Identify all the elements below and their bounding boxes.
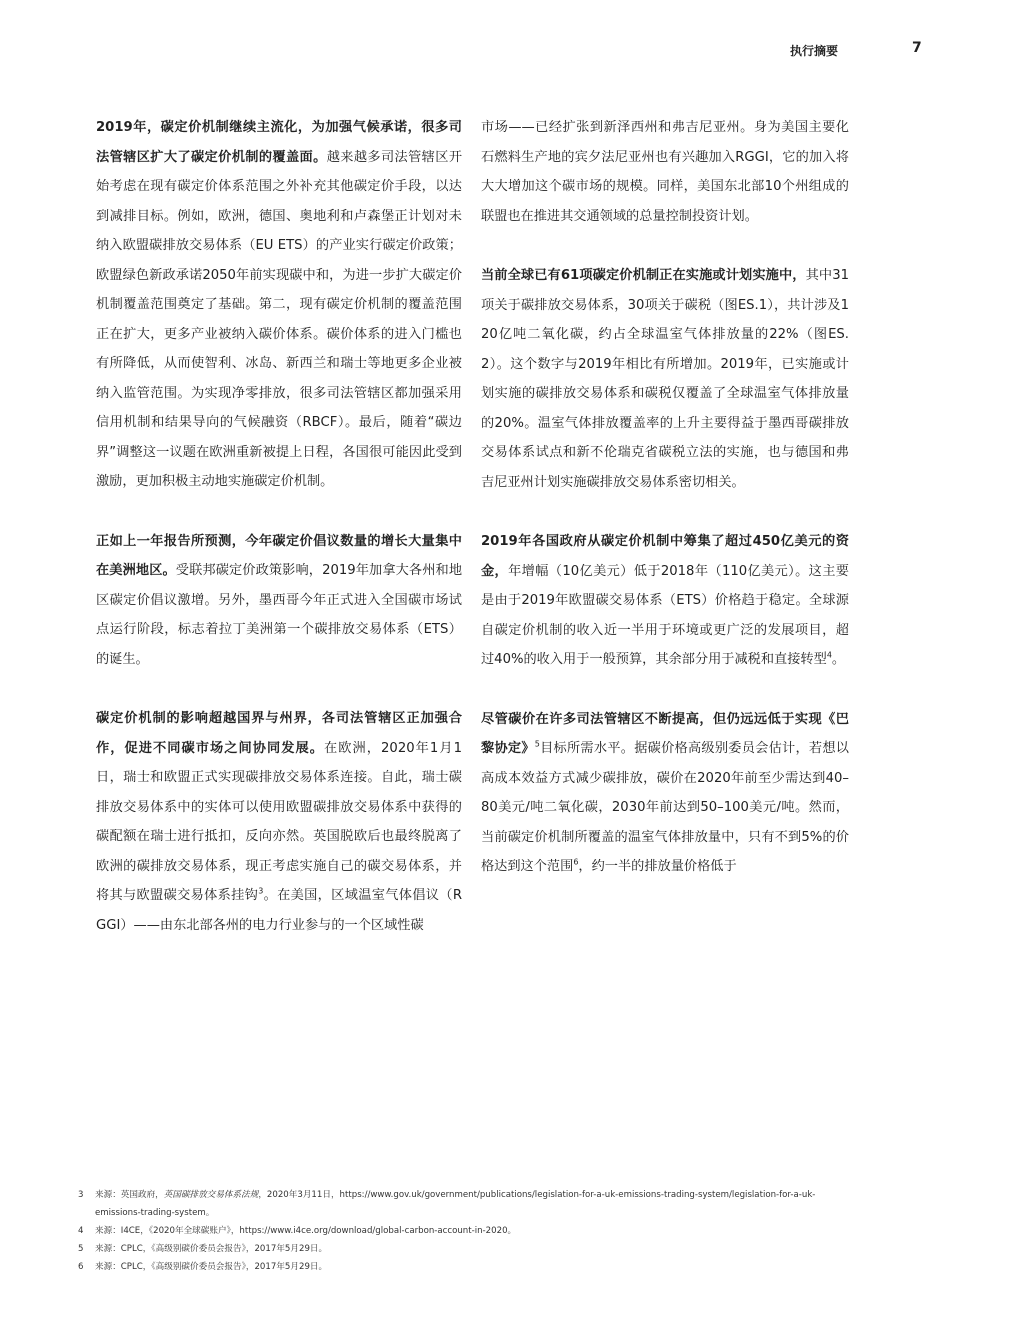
paragraph-lead: 尽管碳价在许多司法管辖区不断提高，但仍远远低于实现《巴黎协定》 <box>481 711 849 756</box>
footnote-source: 来源：英国政府， <box>95 1190 164 1200</box>
paragraph-body: 在欧洲，2020年1月1日，瑞士和欧盟正式实现碳排放交易体系连接。自此，瑞士碳排放交易体系中的实体可以使用欧盟碳排放交易体系中获得的碳配额在瑞士进行抵扣，反向亦然。英国脱欧后也最终脱离了欧洲的碳排放交易体系，现正考虑实施自己的碳交易体系，并将其与欧盟碳交易体系挂钩 <box>96 740 463 903</box>
footnote-source[interactable]: 来源：I4CE，《2020年全球碳账户》，https://www.i4ce.org/download/global-carbon-account-in-2020。 <box>95 1226 517 1236</box>
footnote-number: 5 <box>78 1244 84 1254</box>
footnote-title: 英国碳排放交易体系法规 <box>163 1190 259 1200</box>
page-header <box>0 40 1020 60</box>
paragraph-carbon-price-level <box>481 705 849 882</box>
paragraph-body-continued: ，约一半的排放量价格低于 <box>578 859 737 874</box>
paragraph-rggi-continued <box>481 113 849 231</box>
paragraph-body: 受联邦碳定价政策影响，2019年加拿大各州和地区碳定价倡议激增。另外，墨西哥今年正式进入全国碳市场试点运行阶段，标志着拉丁美洲第一个碳排放交易体系（ETS）的诞生。 <box>96 563 463 667</box>
footnote-ref-5[interactable]: 5 <box>534 739 540 749</box>
footnote-5 <box>78 1240 858 1258</box>
section-title: 执行摘要 <box>790 44 839 58</box>
footnotes <box>78 1186 858 1276</box>
paragraph-body-continued: 。在美国，区域温室气体倡议（RGGI）——由东北部各州的电力行业参与的一个区域性碳 <box>96 888 462 933</box>
footnote-ref-3[interactable]: 3 <box>258 886 264 896</box>
paragraph-lead: 碳定价机制的影响超越国界与州界，各司法管辖区正加强合作，促进不同碳市场之间协同发展。 <box>96 711 462 756</box>
paragraph-lead: 2019年，碳定价机制继续主流化，为加强气候承诺，很多司法管辖区扩大了碳定价机制的覆盖面。 <box>96 120 462 165</box>
paragraph-mainstreaming <box>96 113 462 497</box>
page-number: 7 <box>912 40 922 56</box>
footnote-ref-4[interactable]: 4 <box>826 650 832 660</box>
footnote-6 <box>78 1258 858 1276</box>
paragraph-body: 年增幅（10亿美元）低于2018年（110亿美元）。这主要是由于2019年欧盟碳交易体系（ETS）价格趋于稳定。全球源自碳定价机制的收入近一半用于环境或更广泛的发展项目，超过40%的收入用于一般预算，其余部分用于减税和直接转型 <box>481 563 849 667</box>
paragraph-lead: 正如上一年报告所预测，今年碳定价倡议数量的增长大量集中在美洲地区。 <box>96 533 462 578</box>
footnote-link[interactable]: ，2020年3月11日，https://www.gov.uk/government/publications/legislation-for-a-uk-emissions-trading-system/legislation-for-a-uk-emissions-trading-system。 <box>95 1190 816 1218</box>
paragraph-61-initiatives <box>481 261 849 497</box>
paragraph-body: 越来越多司法管辖区开始考虑在现有碳定价体系范围之外补充其他碳定价手段，以达到减排目标。例如，欧洲，德国、奥地利和卢森堡正计划对未纳入欧盟碳排放交易体系（EU ETS）的产业实行碳定价政策；欧盟绿色新政承诺2050年前实现碳中和，为进一步扩大碳定价机制覆盖范围奠定了基础。第二，现有碳定价机制的覆盖范围正在扩大，更多产业被纳入碳价体系。碳价体系的进入门槛也有所降低，从而使智利、冰岛、新西兰和瑞士等地更多企业被纳入监管范围。为实现净零排放，很多司法管辖区都加强采用信用机制和结果导向的气候融资（RBCF）。最后，随着“碳边界”调整这一议题在欧洲重新被提上日程，各国很可能因此受到激励，更加积极主动地实施碳定价机制。 <box>96 149 463 489</box>
paragraph-body: 市场——已经扩张到新泽西州和弗吉尼亚州。身为美国主要化石燃料生产地的宾夕法尼亚州也有兴趣加入RGGI，它的加入将大大增加这个碳市场的规模。同样，美国东北部10个州组成的联盟也在推进其交通领域的总量控制投资计划。 <box>481 120 849 224</box>
footnote-source: 来源：CPLC，《高级别碳价委员会报告》，2017年5月29日。 <box>95 1262 328 1272</box>
left-column <box>96 113 462 970</box>
paragraph-americas <box>96 527 462 675</box>
footnote-4 <box>78 1222 858 1240</box>
paragraph-revenue <box>481 527 849 675</box>
right-column <box>481 113 849 912</box>
footnote-number: 6 <box>78 1262 84 1272</box>
paragraph-body: 其中31项关于碳排放交易体系，30项关于碳税（图ES.1），共计涉及120亿吨二氧化碳，约占全球温室气体排放量的22%（图ES.2）。这个数字与2019年相比有所增加。2019年，已实施或计划实施的碳排放交易体系和碳税仅覆盖了全球温室气体排放量的20%。温室气体排放覆盖率的上升主要得益于墨西哥碳排放交易体系试点和新不伦瑞克省碳税立法的实施，也与德国和弗吉尼亚州计划实施碳排放交易体系密切相关。 <box>481 268 849 490</box>
footnote-source: 来源：CPLC，《高级别碳价委员会报告》，2017年5月29日。 <box>95 1244 328 1254</box>
paragraph-lead: 2019年各国政府从碳定价机制中筹集了超过450亿美元的资金， <box>481 534 849 579</box>
footnote-number: 3 <box>78 1190 84 1200</box>
paragraph-lead: 当前全球已有61项碳定价机制正在实施或计划实施中， <box>481 268 806 283</box>
paragraph-body-continued: 。 <box>831 652 846 667</box>
footnote-3 <box>78 1186 858 1222</box>
footnote-ref-6[interactable]: 6 <box>573 857 579 867</box>
paragraph-body: 目标所需水平。据碳价格高级别委员会估计，若想以高成本效益方式减少碳排放，碳价在2020年前至少需达到40–80美元/吨二氧化碳，2030年前达到50–100美元/吨。然而，当前碳定价机制所覆盖的温室气体排放量中，只有不到5%的价格达到这个范围 <box>481 741 849 874</box>
paragraph-cooperation <box>96 704 462 940</box>
footnote-number: 4 <box>78 1226 84 1236</box>
